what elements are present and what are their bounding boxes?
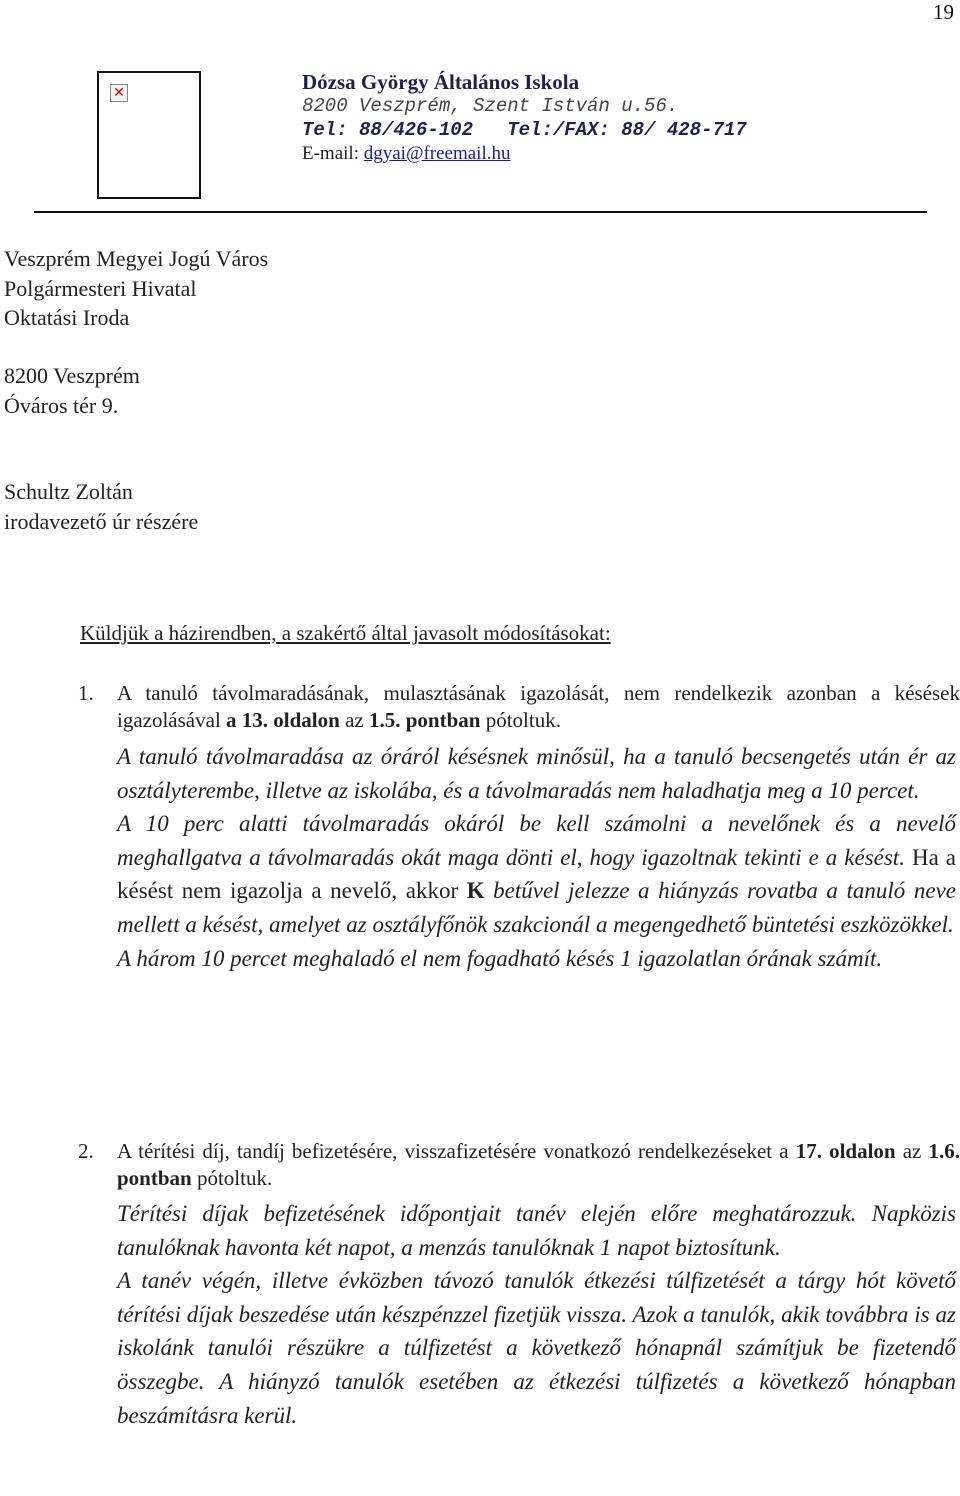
email-link[interactable]: dgyai@freemail.hu — [363, 143, 511, 164]
item-text: A térítési díj, tandíj befizetésére, visszafizetésére vonatkozó rendelkezéseket a — [117, 1139, 796, 1163]
school-phone: Tel: 88/426-102 Tel:/FAX: 88/ 428-717 — [302, 119, 747, 141]
list-item-1 — [78, 680, 960, 734]
page-number: 19 — [933, 0, 954, 24]
rule-sentence: A 10 perc alatti távolmaradás okáról be kell számolni a nevelőnek és a nevelő meghallgatva a távolmaradás okát maga dönti el, hogy igazoltnak tekinti e a késést. — [117, 811, 956, 870]
item-2-rule-text — [117, 1197, 956, 1432]
letterhead — [302, 70, 902, 166]
rule-paragraph: A tanév végén, illetve évközben távozó tanulók étkezési túlfizetését a tárgy hót követő térítési díjak beszedése után készpénzzel fizetjük vissza. Azok a tanulók, akik továbbra is az iskolánk tanulói részükre a túlfizetést a következő hónapnál számítjuk be fizetendő összegbe. A hiányzó tanulók esetében az étkezési túlfizetés a következő hónapban beszámításra kerül. — [117, 1268, 956, 1428]
item-number: 2. — [78, 1139, 94, 1163]
school-email-line — [302, 142, 902, 166]
item-point-ref: 1.5. pontban — [368, 708, 481, 732]
rule-paragraph: Térítési díjak befizetésének időpontjait tanév elején előre meghatározzuk. Napközis tanulóknak havonta két napot, a menzás tanulóknak 1 napot biztosítunk. — [117, 1201, 956, 1260]
recipient-person-line: irodavezető úr részére — [4, 508, 199, 534]
rule-sentence: betűvel jelezze a hiányzás rovatba a tanuló neve mellett a késést, amelyet az osztályfőnök szakcionál a megengedhető büntetési eszközökkel. — [117, 878, 956, 937]
item-text: pótoltuk. — [191, 1166, 273, 1190]
recipient-org-line: Oktatási Iroda — [4, 305, 130, 330]
item-page-ref: a 13. oldalon — [226, 708, 340, 732]
school-name: Dózsa György Általános Iskola — [302, 70, 580, 94]
item-page-ref: 17. oldalon — [795, 1139, 896, 1163]
item-text: A tanuló távolmaradásának, mulasztásának igazolását, nem rendelkezik azonban a késések igazolásával — [117, 681, 960, 732]
recipient-org-line: Veszprém Megyei Jogú Város — [4, 246, 269, 271]
recipient-org-line: Polgármesteri Hivatal — [4, 275, 197, 301]
recipient-address-line: Óváros tér 9. — [4, 392, 119, 418]
recipient-person — [4, 477, 198, 536]
broken-image-icon: ✕ — [110, 84, 128, 102]
item-point-ref: 1.6. pontban — [117, 1139, 960, 1190]
school-address: 8200 Veszprém, Szent István u.56. — [302, 95, 679, 117]
school-logo-placeholder — [97, 71, 201, 199]
recipient-person-line: Schultz Zoltán — [4, 479, 133, 504]
rule-paragraph: A tanuló távolmaradása az óráról késésnek minősül, ha a tanuló becsengetés után ér az osztályterembe, illetve az iskolába, és a távolmaradás nem haladhatja meg a 10 percet. — [117, 744, 956, 803]
recipient-address-line: 8200 Veszprém — [4, 363, 140, 388]
item-number: 1. — [78, 681, 94, 705]
item-text: az — [339, 708, 369, 732]
recipient-org — [4, 244, 268, 333]
list-item-2 — [78, 1138, 960, 1192]
email-label: E-mail: — [302, 143, 364, 164]
intro-line — [80, 621, 611, 646]
rule-sentence: Ha a késést nem igazolja a nevelő, akkor — [117, 844, 956, 904]
item-text: pótoltuk. — [480, 708, 561, 732]
rule-mark: K — [466, 878, 485, 904]
rule-paragraph: A három 10 percet meghaladó el nem fogadható késés 1 igazolatlan órának számít. — [117, 945, 883, 971]
rule-paragraph — [117, 807, 956, 941]
item-summary — [117, 680, 960, 734]
item-text: az — [895, 1139, 929, 1163]
intro-text: Küldjük a házirendben, a szakértő által javasolt módosításokat: — [80, 621, 611, 645]
item-summary — [117, 1138, 960, 1192]
recipient-address — [4, 361, 140, 420]
header-divider — [34, 211, 927, 213]
item-1-rule-text — [117, 740, 956, 975]
